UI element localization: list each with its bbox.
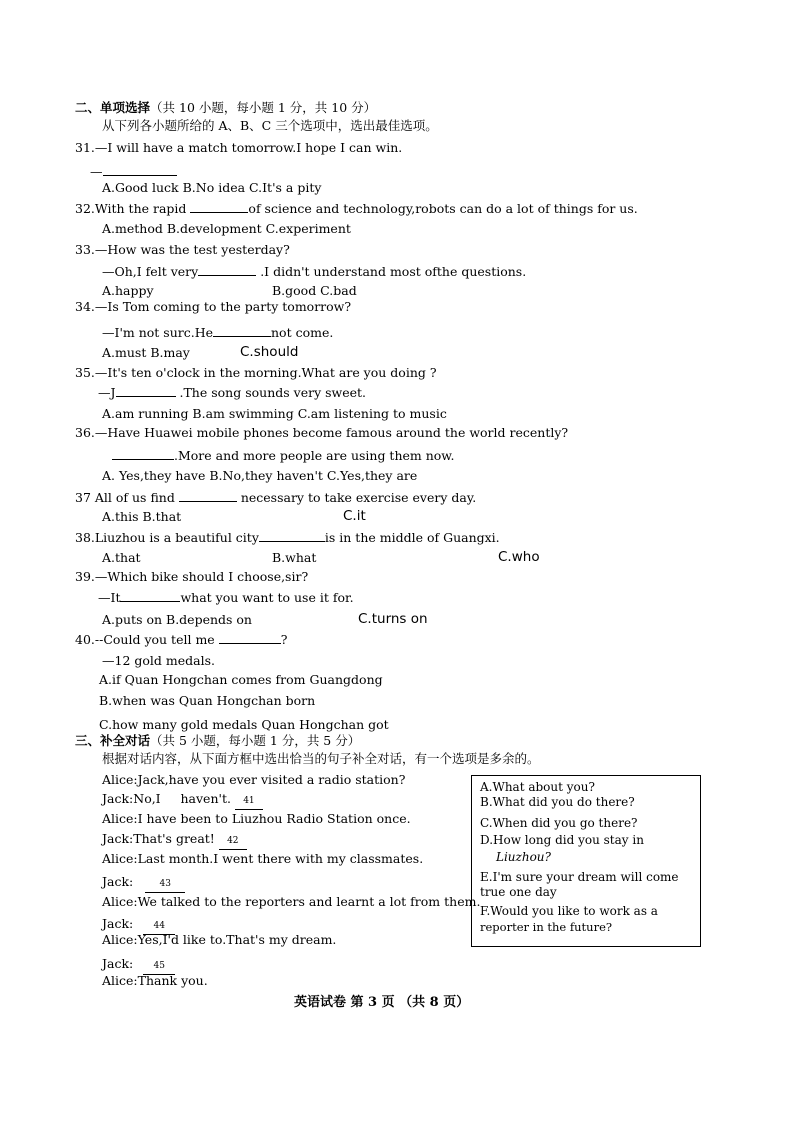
q31-stem: 31.—I will have a match tomorrow.I hope I can win. [75, 140, 403, 155]
choice-e-line2: true one day [480, 885, 557, 899]
blank-41[interactable]: 41 [235, 793, 263, 810]
q35-reply: —J .The song sounds very sweet. [98, 385, 367, 400]
dialog-line-7: Alice:We talked to the reporters and learnt a lot from them. [102, 894, 481, 909]
q38-option-a: A.that [102, 550, 141, 565]
q34-stem: 34.—Is Tom coming to the party tomorrow? [75, 299, 352, 314]
choice-e-line1: E.I'm sure your dream will come [480, 870, 679, 884]
q35-options: A.am running B.am swimming C.am listening to music [102, 406, 447, 421]
blank-42[interactable]: 42 [219, 833, 247, 850]
page-footer: 英语试卷 第 3 页 （共 8 页） [294, 995, 470, 1010]
q37-option-c: C.it [343, 508, 366, 524]
choice-d-line2: Liuzhou? [496, 850, 551, 864]
answer-blank[interactable] [213, 324, 271, 337]
q40-option-a: A.if Quan Hongchan comes from Guangdong [99, 672, 383, 687]
q37-stem: 37 All of us find necessary to take exercise every day. [75, 490, 477, 505]
answer-blank[interactable] [103, 163, 177, 176]
section3-heading-note: （共 5 小题，每小题 1 分，共 5 分） [150, 733, 361, 748]
q34-options-ab: A.must B.may [102, 345, 190, 360]
q31-options: A.Good luck B.No idea C.It's a pity [102, 180, 322, 195]
section3-heading: 三、补全对话 [75, 733, 151, 748]
q36-options: A. Yes,they have B.No,they haven't C.Yes,they are [102, 468, 418, 483]
answer-blank[interactable] [112, 447, 174, 460]
choice-a: A.What about you? [480, 780, 595, 794]
q34-option-c: C.should [240, 344, 299, 360]
dialog-line-3: Alice:I have been to Liuzhou Radio Station once. [102, 811, 411, 826]
q36-stem: 36.—Have Huawei mobile phones become famous around the world recently? [75, 425, 569, 440]
section2-heading: 二、单项选择 [75, 100, 151, 115]
dialog-line-11: Alice:Thank you. [102, 973, 208, 988]
q39-options-ab: A.puts on B.depends on [102, 612, 252, 627]
blank-43[interactable]: 43 [145, 876, 185, 893]
q39-stem: 39.—Which bike should I choose,sir? [75, 569, 309, 584]
choice-b: B.What did you do there? [480, 795, 635, 809]
dialog-line-9: Alice:Yes,I'd like to.That's my dream. [102, 932, 337, 947]
answer-blank[interactable] [259, 529, 325, 542]
q34-reply: —I'm not surc.He not come. [102, 325, 334, 340]
q37-options-ab: A.this B.that [102, 509, 182, 524]
dialog-line-4: Jack:That's great! 42 [102, 831, 247, 850]
q31-reply: — [90, 163, 177, 180]
q33-option-a: A.happy [102, 283, 154, 298]
choice-f-line1: F.Would you like to work as a [480, 904, 658, 918]
q35-stem: 35.—It's ten o'clock in the morning.What are you doing ? [75, 365, 437, 380]
q33-reply: —Oh,I felt very .I didn't understand most ofthe questions. [102, 264, 527, 279]
q38-option-b: B.what [272, 550, 317, 565]
section2-heading-line [75, 100, 376, 116]
blank-45[interactable]: 45 [143, 958, 175, 975]
q38-option-c: C.who [498, 549, 540, 565]
dialog-line-8: Jack: 44 [102, 916, 175, 935]
choice-f-line2: reporter in the future? [480, 920, 613, 934]
q32-stem: 32.With the rapid of science and technology,robots can do a lot of things for us. [75, 201, 638, 216]
choice-c: C.When did you go there? [480, 816, 638, 830]
section2-instruction: 从下列各小题所给的 A、B、C 三个选项中，选出最佳选项。 [102, 118, 438, 133]
q40-option-b: B.when was Quan Hongchan born [99, 693, 316, 708]
dialog-line-1: Alice:Jack,have you ever visited a radio station? [102, 772, 406, 787]
q33-stem: 33.—How was the test yesterday? [75, 242, 290, 257]
dialog-line-2: Jack:No,I haven't. 41 [102, 791, 263, 810]
blank-44[interactable]: 44 [143, 918, 175, 935]
answer-blank[interactable] [179, 489, 237, 502]
q38-stem: 38.Liuzhou is a beautiful city is in the middle of Guangxi. [75, 530, 500, 545]
answer-blank[interactable] [219, 631, 281, 644]
answer-blank[interactable] [198, 263, 256, 276]
dialog-line-6: Jack: 43 [102, 874, 185, 893]
answer-blank[interactable] [120, 589, 180, 602]
answer-blank[interactable] [190, 200, 248, 213]
section3-instruction: 根据对话内容，从下面方框中选出恰当的句子补全对话，有一个选项是多余的。 [102, 751, 540, 766]
q39-option-c: C.turns on [358, 611, 428, 627]
choices-box [471, 775, 701, 947]
section3-heading-line [75, 733, 360, 749]
q39-reply: —It what you want to use it for. [98, 590, 354, 605]
q36-reply: .More and more people are using them now. [112, 447, 455, 464]
q32-options: A.method B.development C.experiment [102, 221, 351, 236]
section2-heading-note: （共 10 小题，每小题 1 分，共 10 分） [150, 100, 377, 115]
dialog-line-5: Alice:Last month.I went there with my classmates. [102, 851, 424, 866]
q33-options-bc: B.good C.bad [272, 283, 357, 298]
choice-d-line1: D.How long did you stay in [480, 833, 644, 847]
q40-option-c: C.how many gold medals Quan Hongchan got [99, 717, 389, 732]
dialog-line-10: Jack: 45 [102, 956, 175, 975]
answer-blank[interactable] [116, 384, 176, 397]
q40-reply: —12 gold medals. [102, 653, 215, 668]
q40-stem: 40.--Could you tell me ? [75, 632, 288, 647]
